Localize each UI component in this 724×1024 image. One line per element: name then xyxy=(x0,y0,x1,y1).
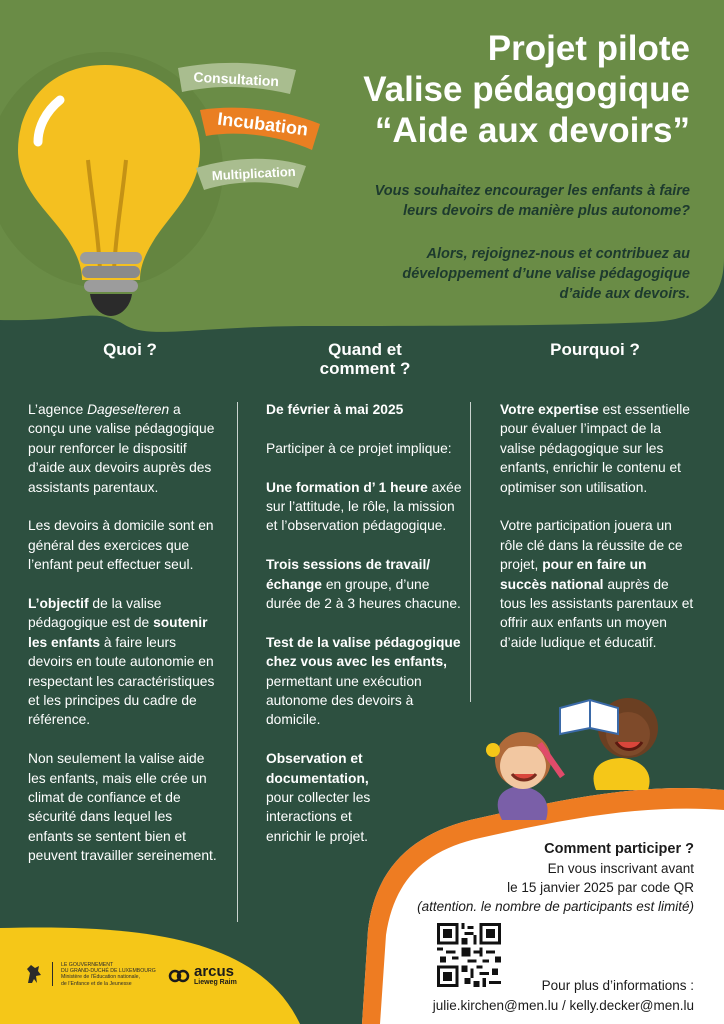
quoi-paragraph: Les devoirs à domicile sont en général des exercices que l’enfant peut effectuer seul. xyxy=(28,518,214,573)
column-quand-comment xyxy=(266,400,462,866)
quand-item: Test de la valise pédagogique chez vous avec les enfants, permettant une exécution autonome des devoirs à domicile. xyxy=(266,634,461,728)
lion-crest-icon xyxy=(24,963,44,985)
participate-line: En vous inscrivant avant xyxy=(547,861,694,876)
arcus-logo: arcus Lieweg Raim xyxy=(168,964,237,987)
participate-heading: Comment participer ? xyxy=(544,841,694,857)
heading-quoi: Quoi ? xyxy=(103,340,157,359)
heading-pourquoi: Pourquoi ? xyxy=(550,340,640,359)
government-logo: LE GOUVERNEMENT DU GRAND-DUCHÉ DE LUXEMBOURG Ministère de l’Éducation nationale, de l’Enfance et de la Jeunesse xyxy=(24,962,156,987)
title-line: Valise pédagogique xyxy=(363,70,690,109)
ribbon-multiplication-label: Multiplication xyxy=(211,163,296,184)
arcus-rings-icon xyxy=(168,969,190,983)
quoi-paragraph: Non seulement la valise aide les enfants, mais elle crée un climat de confiance et de sécurité dans lequel les enfants se sentent bien et peuvent travailler sereinement. xyxy=(28,751,217,864)
pourquoi-paragraph: Votre participation jouera un rôle clé dans la réussite de ce projet, pour en faire un succès national auprès de tous les assistants parentaux et offrir aux enfants un moyen d’aide ludique et éducatif. xyxy=(500,518,694,650)
participate-line: le 15 janvier 2025 par code QR xyxy=(507,880,694,895)
quand-intro: Participer à ce projet implique: xyxy=(266,440,452,456)
pourquoi-paragraph: Votre expertise est essentielle pour évaluer l’impact de la valise pédagogique sur les enfants, enrichir le contenu et optimiser son utilisation. xyxy=(500,402,690,495)
heading-quand-comment: Quand et comment ? xyxy=(319,340,411,378)
page-title xyxy=(363,28,690,151)
intro-question: Vous souhaitez encourager les enfants à faire leurs devoirs de manière plus autonome? xyxy=(374,183,690,219)
column-pourquoi xyxy=(500,400,696,672)
ribbon-consultation-label: Consultation xyxy=(193,68,280,90)
contact-block xyxy=(433,976,694,1016)
title-line: “Aide aux devoirs” xyxy=(374,111,690,150)
contact-emails[interactable]: julie.kirchen@men.lu / kelly.decker@men.lu xyxy=(432,998,694,1013)
quoi-paragraph: L’objectif de la valise pédagogique est de soutenir les enfants à faire leurs devoirs en toute autonomie en respectant les caractéristiques et les principes du cadre de référence. xyxy=(28,596,215,728)
contact-label: Pour plus d’informations : xyxy=(541,978,694,993)
title-line: Projet pilote xyxy=(487,29,690,68)
quoi-paragraph: L’agence Dageselteren a conçu une valise pédagogique pour renforcer le dispositif d’aide aux devoirs auprès des assistants parentaux. xyxy=(28,402,215,495)
participate-block xyxy=(417,840,694,916)
quand-item: Trois sessions de travail/échange en groupe, d’une durée de 2 à 3 heures chacune. xyxy=(266,557,461,612)
dates: De février à mai 2025 xyxy=(266,402,404,417)
participate-note: (attention. le nombre de participants est limité) xyxy=(417,899,694,914)
quand-item: Observation et documentation, pour collecter les interactions et enrichir le projet. xyxy=(266,751,371,844)
quand-item: Une formation d’ 1 heure axée sur l’attitude, le rôle, la mission et l’observation pédagogique. xyxy=(266,479,462,534)
column-divider xyxy=(237,402,238,922)
ribbon-incubation-label: Incubation xyxy=(216,108,310,140)
column-quoi xyxy=(28,400,218,885)
column-divider xyxy=(470,402,471,702)
intro-call-to-action: Alors, rejoignez-nous et contribuez au développement d’une valise pédagogique d’aide aux devoirs. xyxy=(402,246,690,302)
